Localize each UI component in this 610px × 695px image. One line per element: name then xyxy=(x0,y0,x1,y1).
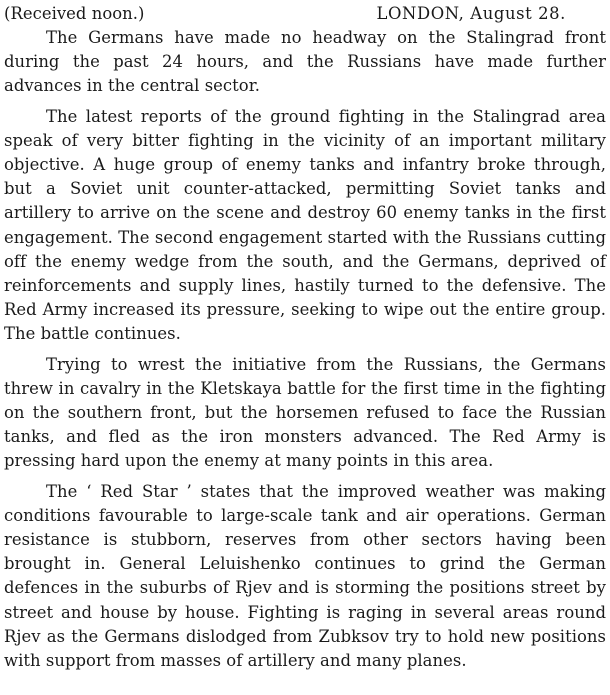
paragraph-1: The Germans have made no headway on the Stalingrad front during the past 24 hours, and the Russians have made further advances in the central sector. xyxy=(4,28,606,96)
article-body xyxy=(4,26,606,673)
paragraph-4: The ‘ Red Star ’ states that the improved weather was making conditions favourable to large-scale tank and air operations. German resistance is stubborn, reserves from other sectors having been brought in. General Leluishenko continues to grind the German defences in the suburbs of Rjev and is storming the positions street by street and house by house. Fighting is raging in several areas round Rjev as the Germans dislodged from Zubksov try to hold new positions with support from masses of artillery and many planes. xyxy=(4,481,606,671)
received-note: (Received noon.) xyxy=(4,4,145,23)
dateline xyxy=(4,2,606,26)
place-date: LONDON, August 28. xyxy=(376,4,566,23)
paragraph-3: Trying to wrest the initiative from the Russians, the Germans threw in cavalry in the Kletskaya battle for the first time in the fighting on the southern front, but the horsemen refused to face the Russian tanks, and fled as the iron monsters advanced. The Red Army is pressing hard upon the enemy at many points in this area. xyxy=(4,354,606,471)
paragraph-2: The latest reports of the ground fighting in the Stalingrad area speak of very bitter fighting in the vicinity of an important military objective. A huge group of enemy tanks and infantry broke through, but a Soviet unit counter-attacked, permitting Soviet tanks and artillery to arrive on the scene and destroy 60 enemy tanks in the first engagement. The second engagement started with the Russians cutting off the enemy wedge from the south, and the Germans, deprived of reinforcements and supply lines, hastily turned to the defensive. The Red Army increased its pressure, seeking to wipe out the entire group. The battle continues. xyxy=(4,106,606,344)
